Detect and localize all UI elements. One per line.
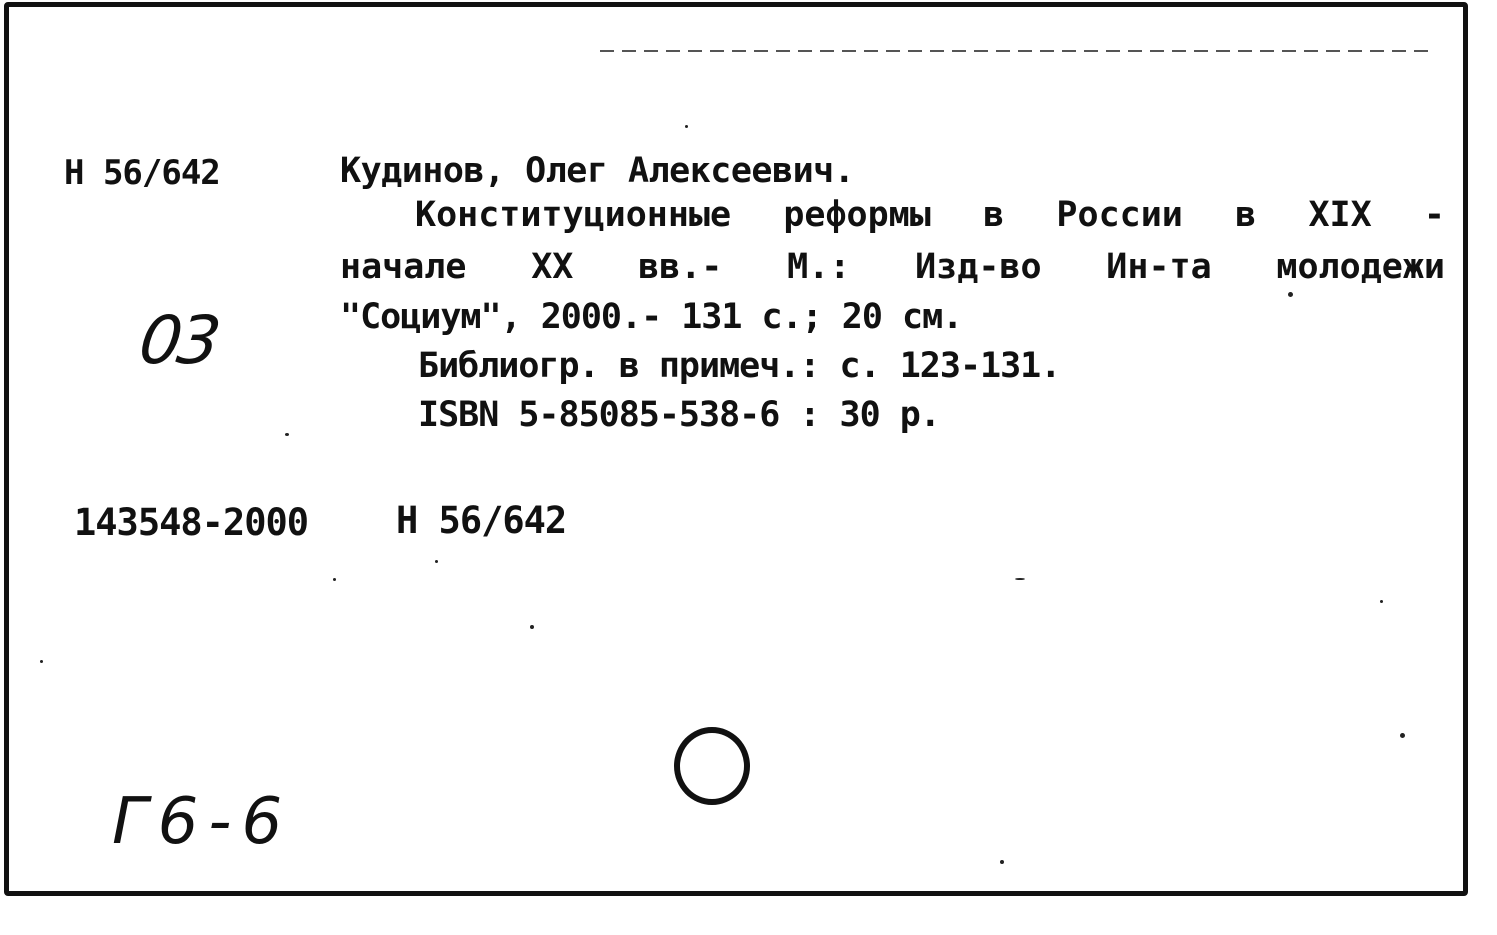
title-word: М.:: [787, 247, 851, 287]
title-word: XX: [531, 247, 574, 287]
speck: [40, 660, 43, 663]
title-word: в: [983, 195, 1005, 235]
speck: [530, 625, 534, 629]
title-word: -: [1423, 195, 1445, 235]
handwritten-note-top: 03: [134, 302, 222, 379]
handwritten-note-bottom: Г6-6: [112, 785, 293, 859]
title-word: реформы: [783, 195, 931, 235]
speck: [1400, 733, 1405, 738]
shelf-mark: Н 56/642: [64, 153, 220, 193]
title-word: XIX: [1308, 195, 1372, 235]
top-dashed-rule: [600, 50, 1430, 52]
title-word: в: [1235, 195, 1257, 235]
title-line-1: [415, 195, 1445, 235]
speck: [285, 433, 289, 436]
accession-number: 143548-2000: [74, 501, 309, 544]
title-word: начале: [340, 247, 467, 287]
speck: [1288, 292, 1293, 297]
title-word: Ин-та: [1106, 247, 1212, 287]
title-word: вв.-: [638, 247, 723, 287]
title-line-2: [340, 247, 1445, 287]
speck: [333, 578, 336, 581]
speck: [1380, 600, 1383, 603]
title-word: молодежи: [1276, 247, 1445, 287]
speck: [1000, 860, 1004, 864]
title-word: России: [1056, 195, 1183, 235]
speck: [435, 560, 438, 563]
bibliography-note: Библиогр. в примеч.: с. 123-131.: [418, 346, 1061, 386]
speck: [685, 125, 688, 128]
isbn-line: ISBN 5-85085-538-6 : 30 р.: [418, 395, 940, 435]
punch-hole: [674, 727, 750, 805]
speck: [1015, 578, 1025, 580]
accession-shelf-mark: Н 56/642: [396, 499, 567, 542]
title-line-3: "Социум", 2000.- 131 с.; 20 см.: [340, 297, 963, 337]
title-word: Изд-во: [915, 247, 1042, 287]
title-word: Конституционные: [415, 195, 732, 235]
author-heading: Кудинов, Олег Алексеевич.: [340, 151, 855, 191]
